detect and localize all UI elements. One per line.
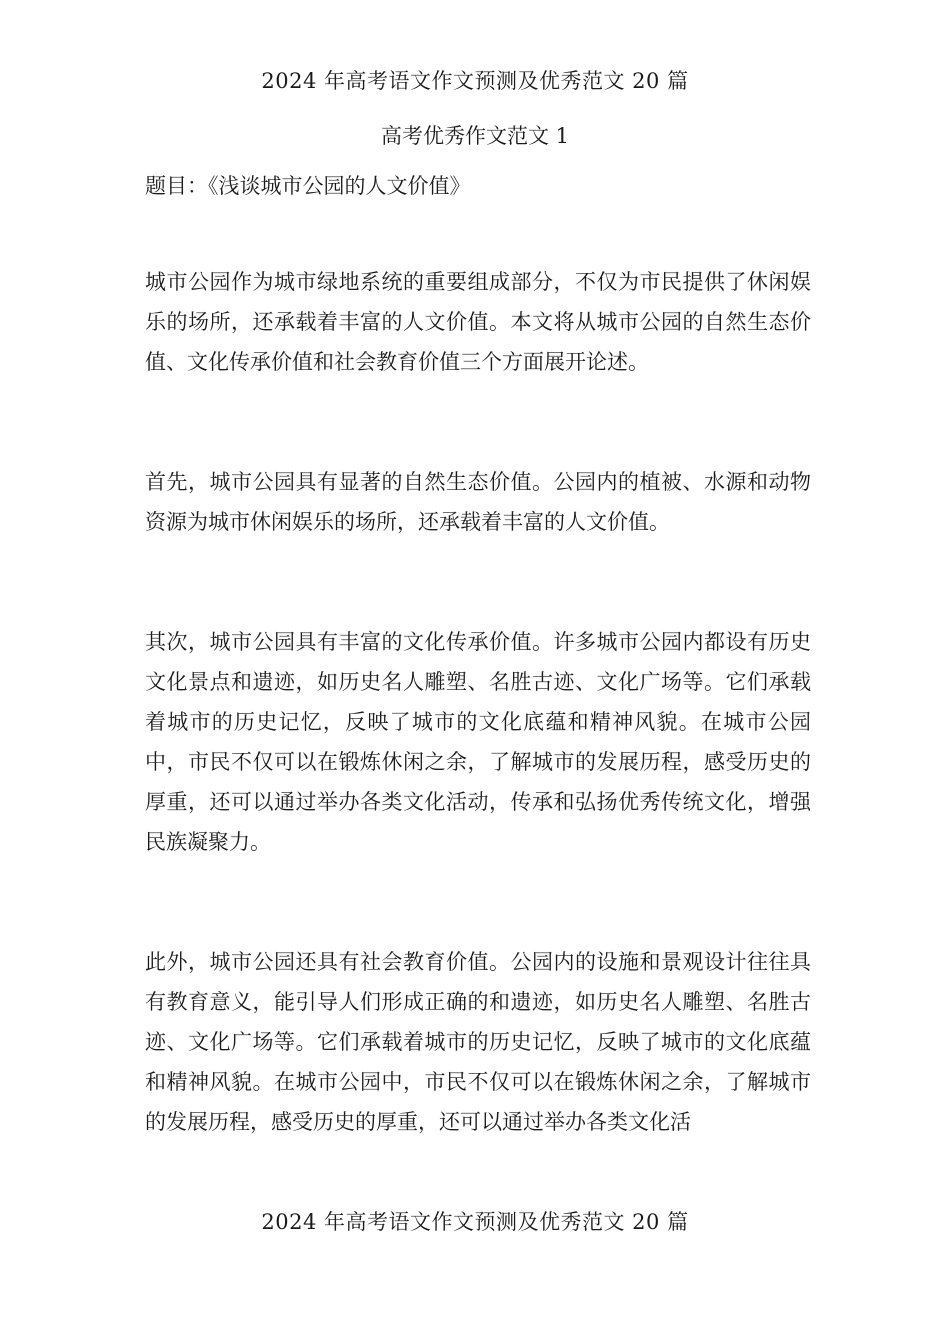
essay-title: 高考优秀作文范文 1 (380, 124, 570, 148)
paragraph: 其次，城市公园具有丰富的文化传承价值。许多城市公园内都设有历史文化景点和遗迹，如历史名人雕塑、名胜古迹、文化广场等。它们承载着城市的历史记忆，反映了城市的文化底蕴和精神风貌。在城市公园中，市民不仅可以在锻炼休闲之余，了解城市的发展历程，感受历史的厚重，还可以通过举办各类文化活动，传承和弘扬优秀传统文化，增强民族凝聚力。 (145, 630, 811, 854)
essay-body (145, 262, 811, 1222)
page-header: 2024 年高考语文作文预测及优秀范文 20 篇 (261, 69, 689, 93)
paragraph: 此外，城市公园还具有社会教育价值。公园内的设施和景观设计往往具有教育意义，能引导人们形成正确的和遗迹，如历史名人雕塑、名胜古迹、文化广场等。它们承载着城市的历史记忆，反映了城市的文化底蕴和精神风貌。在城市公园中，市民不仅可以在锻炼休闲之余，了解城市的发展历程，感受历史的厚重，还可以通过举办各类文化活 (145, 950, 811, 1134)
paragraph: 城市公园作为城市绿地系统的重要组成部分，不仅为市民提供了休闲娱乐的场所，还承载着丰富的人文价值。本文将从城市公园的自然生态价值、文化传承价值和社会教育价值三个方面展开论述。 (145, 270, 811, 374)
essay-topic: 题目：《浅谈城市公园的人文价值》 (145, 174, 471, 198)
page-footer: 2024 年高考语文作文预测及优秀范文 20 篇 (261, 1210, 689, 1234)
paragraph: 首先，城市公园具有显著的自然生态价值。公园内的植被、水源和动物资源为城市休闲娱乐的场所，还承载着丰富的人文价值。 (145, 470, 811, 534)
